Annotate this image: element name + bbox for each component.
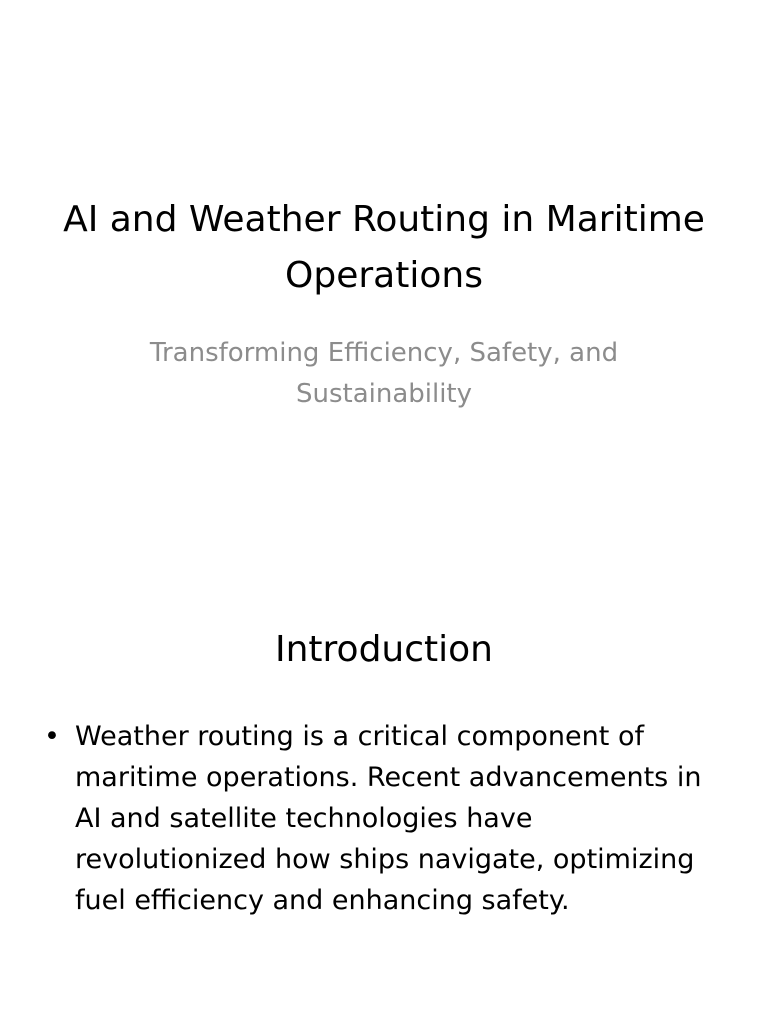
bullet-icon: • [44,721,60,752]
list-item [40,716,730,921]
slide-subtitle: Transforming Efficiency, Safety, and Sustainability [149,338,619,409]
introduction-heading: Introduction [274,629,493,670]
slide-introduction [0,576,768,1024]
slide-title-heading: AI and Weather Routing in Maritime Operations [63,199,705,296]
bullet-text: Weather routing is a critical component of maritime operations. Recent advancements in AI and satellite technologies have revolutionized how ships navigate, optimizing fuel efficiency and enhancing safety. [75,721,702,916]
bullet-list [40,716,730,921]
